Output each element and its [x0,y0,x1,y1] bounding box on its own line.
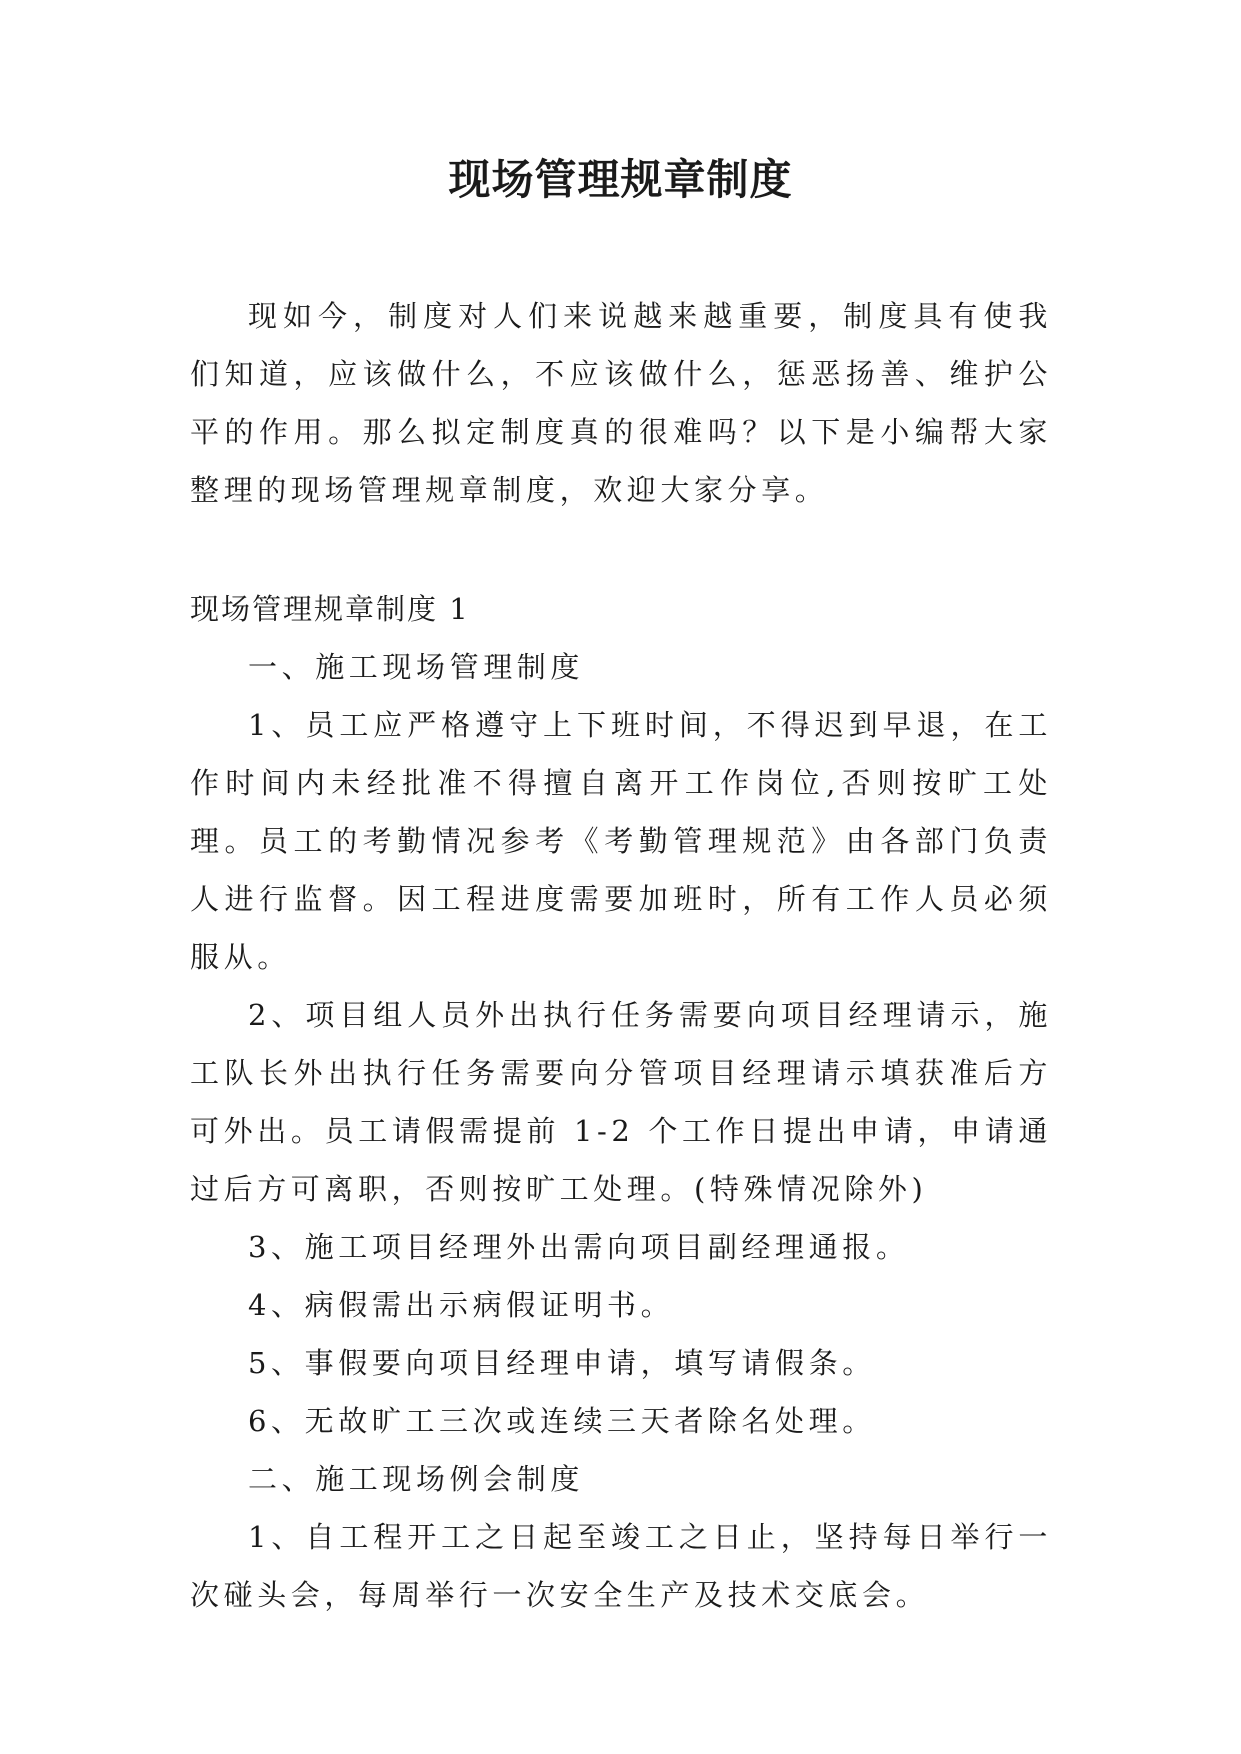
main-content [190,580,1052,1624]
paragraph-meeting-item-1: 1、自工程开工之日起至竣工之日止，坚持每日举行一次碰头会，每周举行一次安全生产及技术交底会。 [190,1520,1052,1612]
paragraph-item-4: 4、病假需出示病假证明书。 [248,1288,675,1322]
intro-block [190,287,1052,519]
paragraph-item-6: 6、无故旷工三次或连续三天者除名处理。 [248,1404,876,1438]
paragraph-item-3: 3、施工项目经理外出需向项目副经理通报。 [248,1230,910,1264]
paragraph-item-5: 5、事假要向项目经理申请，填写请假条。 [248,1346,876,1380]
section-title: 现场管理规章制度 1 [190,592,470,626]
heading-site-management: 一、施工现场管理制度 [248,650,585,684]
intro-paragraph: 现如今，制度对人们来说越来越重要，制度具有使我们知道，应该做什么，不应该做什么，惩恶扬善、维护公平的作用。那么拟定制度真的很难吗？以下是小编帮大家整理的现场管理规章制度，欢迎大家分享。 [190,299,1052,507]
document-title: 现场管理规章制度 [448,155,793,204]
paragraph-item-1: 1、员工应严格遵守上下班时间，不得迟到早退，在工作时间内未经批准不得擅自离开工作岗位,否则按旷工处理。员工的考勤情况参考《考勤管理规范》由各部门负责人进行监督。因工程进度需要加班时，所有工作人员必须服从。 [190,708,1052,974]
paragraph-item-2: 2、项目组人员外出执行任务需要向项目经理请示，施工队长外出执行任务需要向分管项目经理请示填获准后方可外出。员工请假需提前 1-2 个工作日提出申请，申请通过后方可离职，否则按旷工处理。(特殊情况除外) [190,998,1053,1206]
heading-site-meetings: 二、施工现场例会制度 [248,1462,585,1496]
